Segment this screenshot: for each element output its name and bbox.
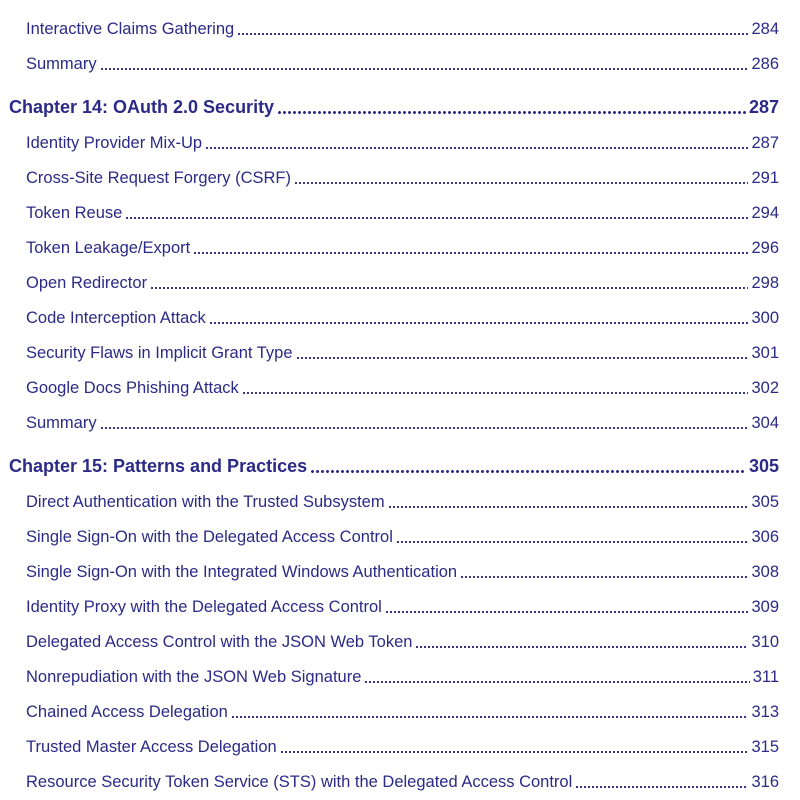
dot-leader	[280, 751, 749, 753]
toc-entry-page: 316	[751, 772, 779, 791]
dot-leader	[415, 646, 748, 648]
toc-entry[interactable]	[0, 557, 800, 587]
toc-chapter-page: 305	[748, 455, 779, 476]
toc-entry-page: 284	[751, 19, 779, 38]
toc-entry-title: Delegated Access Control with the JSON Web Token	[26, 632, 413, 651]
toc-entry-title: Chained Access Delegation	[26, 702, 228, 721]
toc-entry-page: 315	[751, 737, 779, 756]
toc-entry-page: 305	[751, 492, 779, 511]
dot-leader	[460, 576, 748, 578]
toc-entry[interactable]	[0, 732, 800, 762]
toc-entry-title: Single Sign-On with the Integrated Windows Authentication	[26, 562, 458, 581]
toc-entry-title: Single Sign-On with the Delegated Access Control	[26, 527, 393, 546]
toc-entry[interactable]	[0, 338, 800, 368]
toc-chapter[interactable]	[0, 451, 800, 481]
toc-entry-title: Resource Security Token Service (STS) with the Delegated Access Control	[26, 772, 573, 791]
toc-entry-page: 286	[751, 54, 779, 73]
toc-entry-title: Interactive Claims Gathering	[26, 19, 235, 38]
toc-entry-title: Identity Provider Mix-Up	[26, 133, 203, 152]
dot-leader	[100, 68, 749, 70]
toc-entry-page: 296	[751, 238, 779, 257]
toc-chapter-title: Chapter 15: Patterns and Practices	[9, 455, 308, 476]
toc-entry-title: Cross-Site Request Forgery (CSRF)	[26, 168, 291, 187]
dot-leader	[385, 611, 749, 613]
toc-entry[interactable]	[0, 592, 800, 622]
dot-leader	[100, 427, 749, 429]
dot-leader	[193, 252, 748, 254]
toc-entry-title: Open Redirector	[26, 273, 148, 292]
toc-entry-page: 291	[751, 168, 779, 187]
toc-entry-page: 302	[751, 378, 779, 397]
toc-entry-page: 308	[751, 562, 779, 581]
toc-entry-title: Identity Proxy with the Delegated Access Control	[26, 597, 382, 616]
toc-entry-page: 309	[751, 597, 779, 616]
dot-leader	[575, 786, 748, 788]
dot-leader	[125, 217, 748, 219]
toc-entry[interactable]	[0, 128, 800, 158]
toc-chapter-title: Chapter 14: OAuth 2.0 Security	[9, 96, 275, 117]
toc-entry-page: 311	[752, 667, 779, 686]
dot-leader	[242, 392, 749, 394]
toc-entry-page: 310	[751, 632, 779, 651]
toc-entry[interactable]	[0, 268, 800, 298]
toc-entry-page: 313	[751, 702, 779, 721]
toc-entry-page: 298	[751, 273, 779, 292]
toc-entry-title: Code Interception Attack	[26, 308, 206, 327]
toc-entry[interactable]	[0, 662, 800, 692]
toc-entry[interactable]	[0, 767, 800, 797]
toc-entry-page: 294	[751, 203, 779, 222]
toc-entry[interactable]	[0, 233, 800, 263]
toc-entry-title: Google Docs Phishing Attack	[26, 378, 239, 397]
toc-entry[interactable]	[0, 522, 800, 552]
toc-entry-title: Summary	[26, 54, 97, 73]
toc-entry-title: Token Reuse	[26, 203, 123, 222]
toc-entry-page: 300	[751, 308, 779, 327]
toc-entry[interactable]	[0, 627, 800, 657]
toc-entry-page: 306	[751, 527, 779, 546]
toc-entry[interactable]	[0, 697, 800, 727]
toc-entry-title: Nonrepudiation with the JSON Web Signature	[26, 667, 362, 686]
dot-leader	[396, 541, 749, 543]
toc-entry[interactable]	[0, 14, 800, 44]
toc-entry-title: Summary	[26, 413, 97, 432]
toc-entry[interactable]	[0, 373, 800, 403]
dot-leader	[310, 470, 746, 473]
toc-entry-page: 301	[751, 343, 779, 362]
dot-leader	[364, 681, 749, 683]
dot-leader	[150, 287, 748, 289]
toc-entry[interactable]	[0, 198, 800, 228]
toc-entry-title: Security Flaws in Implicit Grant Type	[26, 343, 293, 362]
dot-leader	[231, 716, 749, 718]
toc-entry-title: Token Leakage/Export	[26, 238, 191, 257]
toc-entry[interactable]	[0, 303, 800, 333]
dot-leader	[294, 182, 748, 184]
dot-leader	[209, 322, 749, 324]
dot-leader	[388, 506, 749, 508]
toc-entry-title: Trusted Master Access Delegation	[26, 737, 277, 756]
toc-chapter-page: 287	[748, 96, 779, 117]
dot-leader	[296, 357, 749, 359]
dot-leader	[277, 111, 746, 114]
dot-leader	[237, 33, 748, 35]
toc-entry[interactable]	[0, 487, 800, 517]
toc-entry-page: 304	[751, 413, 779, 432]
toc-entry[interactable]	[0, 49, 800, 79]
dot-leader	[205, 147, 748, 149]
toc-entry[interactable]	[0, 163, 800, 193]
toc-entry-page: 287	[751, 133, 779, 152]
toc-entry[interactable]	[0, 408, 800, 438]
toc-chapter[interactable]	[0, 92, 800, 122]
toc-entry-title: Direct Authentication with the Trusted Subsystem	[26, 492, 385, 511]
